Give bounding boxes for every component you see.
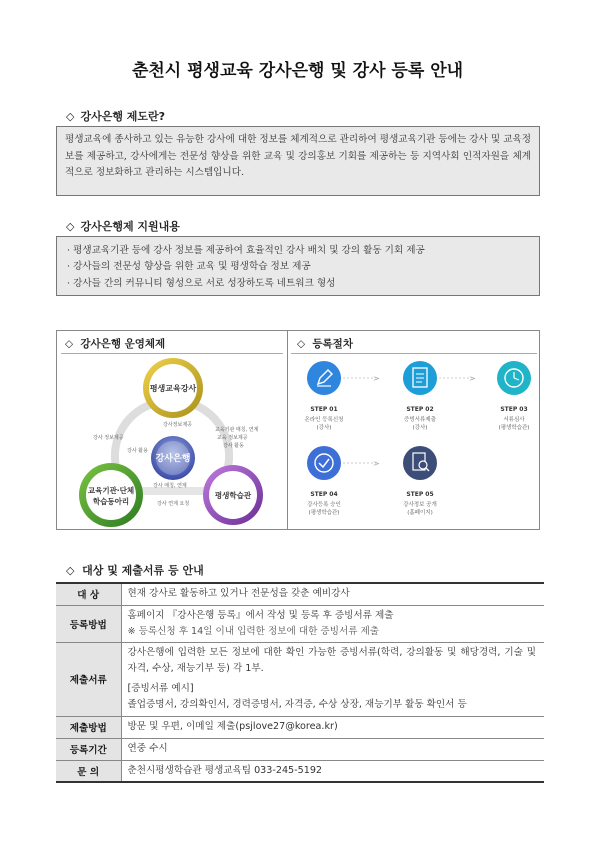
- section-heading-eligibility: ◇ 대상 및 제출서류 등 안내: [66, 564, 204, 577]
- row-label: 대 상: [56, 583, 121, 605]
- step-01: [305, 361, 344, 431]
- list-item: · 강사들의 전문성 향상을 위한 교육 및 평생학습 정보 제공: [67, 259, 529, 275]
- svg-text:서류심사: 서류심사: [503, 417, 525, 423]
- row-value: 춘천시평생학습관 평생교육팀 033-245-5192: [127, 764, 323, 776]
- svg-text:(평생학습관): (평생학습관): [308, 510, 340, 516]
- svg-text:학습동아리: 학습동아리: [92, 497, 130, 506]
- step-02: [403, 361, 437, 431]
- svg-text:교육 정보제공: 교육 정보제공: [217, 435, 248, 441]
- svg-text:평생교육강사: 평생교육강사: [149, 384, 197, 393]
- diamond-icon: ◇: [297, 338, 306, 350]
- svg-text:강사 활동: 강사 활동: [223, 443, 244, 449]
- svg-text:(평생학습관): (평생학습관): [498, 425, 530, 431]
- diamond-icon: ◇: [66, 220, 75, 233]
- row-value: 연중 수시: [127, 743, 168, 754]
- section-heading-definition: ◇ 강사은행 제도란?: [66, 110, 166, 123]
- svg-text:STEP 02: STEP 02: [406, 406, 434, 413]
- row-label: 등록방법: [56, 605, 121, 642]
- svg-text:강사 활용: 강사 활용: [127, 448, 148, 454]
- svg-text:평생학습관: 평생학습관: [214, 491, 252, 500]
- row-label: 문 의: [56, 760, 121, 782]
- diagram-frame: [56, 330, 540, 530]
- step-04: [307, 446, 341, 516]
- svg-text:교육기관 매칭, 연계: 교육기관 매칭, 연계: [215, 427, 259, 433]
- svg-text:강사정보제공: 강사정보제공: [163, 422, 192, 428]
- svg-text:STEP 03: STEP 03: [500, 406, 528, 413]
- frame-divider: [287, 331, 288, 529]
- node-instructor: [143, 358, 203, 418]
- operation-diagram: [57, 353, 287, 531]
- row-value: 강사은행에 입력한 모든 정보에 대한 확인 가능한 증빙서류(학력, 강의활동 및 해당경력, 기술 및 자격, 수상, 재능기부 등) 각 1부.: [127, 647, 536, 674]
- list-item: · 평생교육기관 등에 강사 정보를 제공하여 효율적인 강사 배치 및 강의 활동 기회 제공: [67, 243, 529, 259]
- operation-heading: ◇ 강사은행 운영체제: [65, 338, 166, 350]
- diamond-icon: ◇: [66, 564, 75, 577]
- svg-text:강사 정보제공: 강사 정보제공: [93, 435, 124, 441]
- svg-text:강사정보 공개: 강사정보 공개: [403, 502, 437, 508]
- row-label: 등록기간: [56, 738, 121, 760]
- row-label: 제출방법: [56, 716, 121, 738]
- page-title: 춘천시 평생교육 강사은행 및 강사 등록 안내: [131, 61, 464, 81]
- svg-text:>: >: [373, 374, 380, 383]
- svg-text:강사 연계 요청: 강사 연계 요청: [157, 501, 190, 507]
- step-05: [403, 446, 437, 516]
- section-heading-support: ◇ 강사은행제 지원내용: [66, 220, 180, 233]
- svg-text:(강사): (강사): [316, 425, 332, 431]
- row-subline: 졸업증명서, 강의확인서, 경력증명서, 자격증, 수상 상장, 재능기부 활동 확인서 등: [127, 699, 467, 710]
- row-value: 홈페이지 『강사은행 등록』에서 작성 및 등록 후 증빙서류 제출: [127, 609, 394, 621]
- table-row: [56, 760, 544, 782]
- svg-text:강사 매칭, 연계: 강사 매칭, 연계: [153, 483, 187, 489]
- svg-text:(홈페이지): (홈페이지): [407, 510, 433, 516]
- list-item: · 강사들 간의 커뮤니티 형성으로 서로 성장하도록 네트워크 형성: [67, 276, 529, 292]
- svg-text:강사은행: 강사은행: [155, 454, 191, 464]
- row-label: 제출서류: [56, 642, 121, 716]
- table-row: [56, 716, 544, 738]
- node-bank-center: [151, 436, 195, 480]
- row-note: ※ 등록신청 후 14일 이내 입력한 정보에 대한 증빙서류 제출: [127, 625, 380, 637]
- table-row: [56, 738, 544, 760]
- svg-text:증빙서류제출: 증빙서류제출: [404, 417, 436, 423]
- svg-text:STEP 05: STEP 05: [406, 491, 434, 498]
- diamond-icon: ◇: [66, 110, 75, 123]
- svg-text:강사등록 승인: 강사등록 승인: [307, 502, 341, 508]
- definition-box: 평생교육에 종사하고 있는 유능한 강사에 대한 정보를 체계적으로 관리하여 평생교육기관 등에는 강사 및 교육정보를 제공하고, 강사에게는 전문성 향상을 위한 교육 및 강의홍보 기회를 제공하는 등 지역사회 인적자원을 체계적으로 정보화하고 관리하는 시스템입니다.: [56, 126, 540, 196]
- info-table: [56, 582, 544, 783]
- table-row: [56, 605, 544, 642]
- svg-text:>: >: [373, 459, 380, 468]
- svg-text:STEP 01: STEP 01: [310, 406, 338, 413]
- node-learning-center: [203, 465, 263, 525]
- diamond-icon: ◇: [65, 338, 74, 350]
- node-institution: [79, 463, 143, 527]
- row-value: 현재 강사로 활동하고 있거나 전문성을 갖춘 예비강사: [127, 588, 350, 600]
- step-03: [497, 361, 531, 431]
- svg-text:STEP 04: STEP 04: [310, 491, 338, 498]
- support-list: [56, 236, 540, 296]
- svg-text:>: >: [469, 374, 476, 383]
- procedure-diagram: [289, 353, 539, 531]
- row-subheading: [증빙서류 예시]: [127, 683, 194, 694]
- table-row: [56, 642, 544, 716]
- procedure-heading: ◇ 등록절차: [297, 338, 353, 350]
- table-row: [56, 583, 544, 605]
- svg-text:(강사): (강사): [412, 425, 428, 431]
- row-value: 방문 및 우편, 이메일 제출(psjlove27@korea.kr): [127, 721, 338, 732]
- svg-text:온라인 등록신청: 온라인 등록신청: [304, 417, 344, 423]
- svg-text:교육기관·단체: 교육기관·단체: [87, 486, 135, 495]
